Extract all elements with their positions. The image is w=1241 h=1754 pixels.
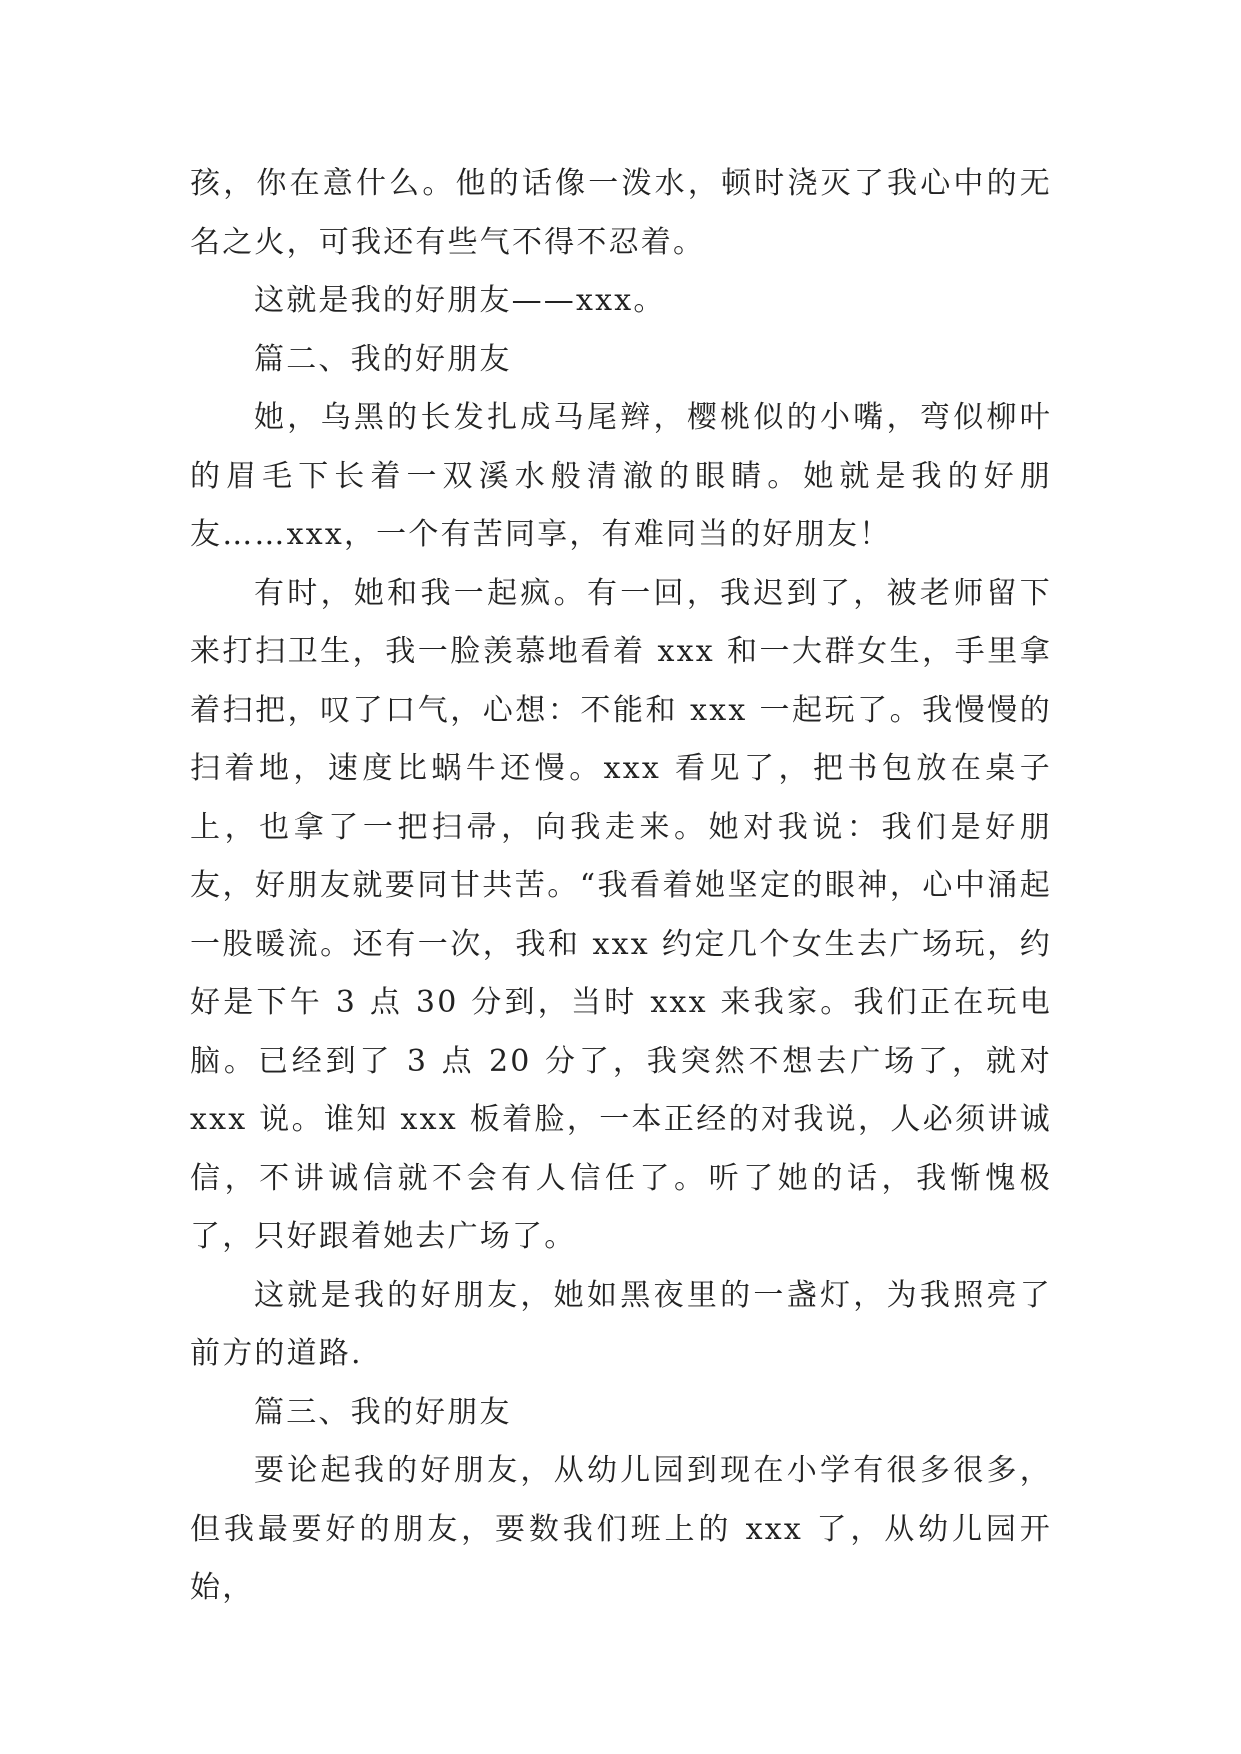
document-body: [190, 155, 1052, 1618]
paragraph: 要论起我的好朋友，从幼儿园到现在小学有很多很多，但我最要好的朋友，要数我们班上的 xxx 了，从幼儿园开始，: [190, 1453, 1052, 1605]
paragraph: 这就是我的好朋友——xxx。: [254, 283, 666, 318]
section-heading: 篇三、我的好朋友: [254, 1394, 512, 1430]
paragraph: 她，乌黑的长发扎成马尾辫，樱桃似的小嘴，弯似柳叶的眉毛下长着一双溪水般清澈的眼睛。她就是我的好朋友……xxx，一个有苦同享，有难同当的好朋友！: [190, 400, 1052, 552]
paragraph: 孩，你在意什么。他的话像一泼水，顿时浇灭了我心中的无名之火，可我还有些气不得不忍着。: [190, 166, 1052, 260]
section-heading: 篇二、我的好朋友: [254, 341, 512, 377]
paragraph: 有时，她和我一起疯。有一回，我迟到了，被老师留下来打扫卫生，我一脸羡慕地看着 xxx 和一大群女生，手里拿着扫把，叹了口气，心想：不能和 xxx 一起玩了。我慢慢的扫着地，速度比蜗牛还慢。xxx 看见了，把书包放在桌子上，也拿了一把扫帚，向我走来。她对我说：我们是好朋友，好朋友就要同甘共苦。“我看着她坚定的眼神，心中涌起一股暖流。还有一次，我和 xxx 约定几个女生去广场玩，约好是下午 3 点 30 分到，当时 xxx 来我家。我们正在玩电脑。已经到了 3 点 20 分了，我突然不想去广场了，就对 xxx 说。谁知 xxx 板着脸，一本正经的对我说，人必须讲诚信，不讲诚信就不会有人信任了。听了她的话，我惭愧极了，只好跟着她去广场了。: [190, 575, 1052, 1254]
paragraph: 这就是我的好朋友，她如黑夜里的一盏灯，为我照亮了前方的道路.: [190, 1277, 1052, 1371]
